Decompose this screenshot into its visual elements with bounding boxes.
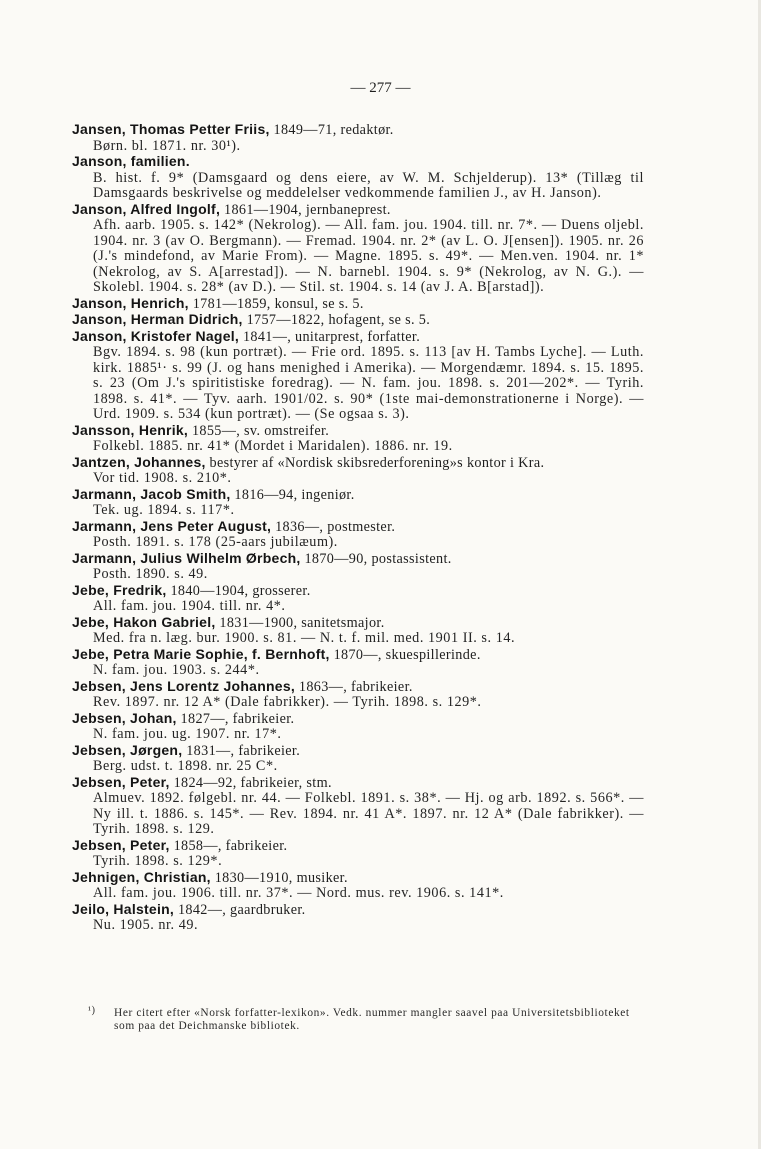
entry-heading — [72, 329, 644, 346]
entry-description: 1831—1900, sanitetsmajor. — [215, 614, 385, 631]
entry-name: Jebsen, Jørgen, — [72, 741, 183, 758]
entry-heading — [72, 870, 644, 887]
index-entry — [72, 743, 644, 775]
entry-name: Jebe, Petra Marie Sophie, f. Bernhoft, — [72, 645, 330, 662]
entry-description: 1870—, skuespillerinde. — [329, 646, 481, 663]
entry-references: Rev. 1897. nr. 12 A* (Dale fabrikker). — Tyrih. 1898. s. 129*. — [93, 694, 482, 710]
index-entry — [72, 551, 644, 583]
entry-name: Janson, Kristofer Nagel, — [72, 327, 240, 344]
entry-heading — [72, 122, 644, 139]
entry-name: Janson, familien. — [72, 153, 190, 169]
entry-heading — [72, 519, 644, 536]
index-entry — [72, 775, 644, 838]
entry-name: Jebe, Fredrik, — [72, 581, 167, 598]
entry-heading — [72, 154, 644, 171]
entry-heading — [72, 423, 644, 440]
entry-heading — [72, 487, 644, 504]
index-entry — [72, 329, 644, 423]
entry-description: 1831—, fabrikeier. — [182, 742, 301, 759]
entry-name: Janson, Alfred Ingolf, — [72, 200, 221, 217]
entry-description: 1870—90, postassistent. — [300, 550, 452, 567]
entry-list — [72, 122, 644, 934]
footnote-marker: ¹) — [88, 1005, 96, 1016]
entry-references: Bgv. 1894. s. 98 (kun portræt). — Frie ord. 1895. s. 113 [av H. Tambs Lyche]. — Luth. kirk. 1885¹· s. 99 (J. og hans menighed i Amerika). — Morgendæmr. 1894. s. 15. 1895. s. 23 (Om J.'s spiritistiske foredrag). — N. fam. jou. 1898. s. 201—202*. — Tyrih. 1898. s. 41*. — Tyv. aarh. 1901/02. s. 90* (1ste mai-demonstrationerne i Norge). — Urd. 1909. s. 534 (kun portræt). — (Se ogsaa s. 3). — [93, 344, 644, 422]
entry-heading — [72, 583, 644, 600]
entry-references: Berg. udst. t. 1898. nr. 25 C*. — [93, 758, 278, 774]
index-entry — [72, 838, 644, 870]
entry-heading — [72, 551, 644, 568]
entry-references: Med. fra n. læg. bur. 1900. s. 81. — N. t. f. mil. med. 1901 II. s. 14. — [93, 630, 516, 646]
entry-references: Posth. 1891. s. 178 (25-aars jubilæum). — [93, 534, 338, 550]
index-entry — [72, 902, 644, 934]
entry-description: 1781—1859, konsul, se s. 5. — [188, 295, 364, 312]
entry-heading — [72, 312, 644, 329]
entry-references: Folkebl. 1885. nr. 41* (Mordet i Maridalen). 1886. nr. 19. — [93, 438, 453, 454]
entry-references: Afh. aarb. 1905. s. 142* (Nekrolog). — All. fam. jou. 1904. till. nr. 7*. — Duens oljebl. 1904. nr. 3 (av O. Bergmann). — Fremad. 1904. nr. 2* (av L. O. J[ensen]). 1905. nr. 26 (J.'s mindefond, av Marie From). — Magne. 1895. s. 49*. — Men.ven. 1904. nr. 1* (Nekrolog, av S. A[arrestad]). — N. barnebl. 1904. s. 9* (Nekrolog, av N. G.). — Skolebl. 1904. s. 28* (av D.). — Stil. st. 1904. s. 14 (av J. A. B[arstad]). — [93, 217, 644, 295]
entry-heading — [72, 743, 644, 760]
index-entry — [72, 711, 644, 743]
entry-name: Jarmann, Jens Peter August, — [72, 517, 272, 534]
entry-heading — [72, 679, 644, 696]
entry-references: Tyrih. 1898. s. 129*. — [93, 853, 223, 869]
index-entry — [72, 647, 644, 679]
entry-name: Janson, Herman Didrich, — [72, 311, 243, 327]
entry-references: All. fam. jou. 1906. till. nr. 37*. — Nord. mus. rev. 1906. s. 141*. — [93, 885, 504, 901]
index-entry — [72, 455, 644, 487]
entry-description: 1827—, fabrikeier. — [176, 710, 295, 727]
entry-name: Jehnigen, Christian, — [72, 868, 211, 885]
entry-references: Posth. 1890. s. 49. — [93, 566, 208, 582]
entry-description: 1855—, sv. omstreifer. — [188, 422, 330, 439]
index-entry — [72, 423, 644, 455]
entry-references: Almuev. 1892. følgebl. nr. 44. — Folkebl. 1891. s. 38*. — Hj. og arb. 1892. s. 566*. — Ny ill. t. 1886. s. 145*. — Rev. 1894. nr. 41 A*. 1897. nr. 12 A* (Dale fabrikker). — Tyrih. 1898. s. 129. — [93, 790, 644, 837]
entry-name: Jebsen, Peter, — [72, 773, 170, 790]
entry-heading — [72, 711, 644, 728]
index-entry — [72, 296, 644, 313]
entry-name: Jarmann, Julius Wilhelm Ørbech, — [72, 549, 301, 566]
entry-references: N. fam. jou. ug. 1907. nr. 17*. — [93, 726, 282, 742]
entry-heading — [72, 775, 644, 792]
entry-description: 1849—71, redaktør. — [269, 122, 394, 138]
index-entry — [72, 312, 644, 329]
entry-description: 1858—, fabrikeier. — [169, 837, 288, 854]
entry-heading — [72, 647, 644, 664]
entry-name: Jarmann, Jacob Smith, — [72, 485, 231, 502]
index-entry — [72, 519, 644, 551]
index-entry — [72, 679, 644, 711]
entry-references: N. fam. jou. 1903. s. 244*. — [93, 662, 260, 678]
page-number: — 277 — — [350, 80, 411, 96]
entry-name: Janson, Henrich, — [72, 294, 189, 311]
index-entry — [72, 583, 644, 615]
entry-heading — [72, 902, 644, 919]
index-entry — [72, 154, 644, 202]
entry-description: 1842—, gaardbruker. — [174, 901, 306, 918]
entry-heading — [72, 202, 644, 219]
entry-description: 1830—1910, musiker. — [210, 869, 348, 886]
index-entry — [72, 122, 644, 154]
entry-description: 1824—92, fabrikeier, stm. — [169, 774, 332, 791]
entry-description: 1840—1904, grosserer. — [166, 582, 311, 599]
entry-description: 1863—, fabrikeier. — [295, 678, 413, 695]
entry-description: bestyrer af «Nordisk skibsrederforening»s kontor i Kra. — [205, 454, 545, 471]
footnote-text: Her citert efter «Norsk forfatter-lexikon». Vedk. nummer mangler saavel paa Universitetsbiblioteket som paa det Deichmanske bibliotek. — [114, 1007, 630, 1032]
index-entry — [72, 487, 644, 519]
entry-references: Børn. bl. 1871. nr. 30¹). — [93, 137, 241, 154]
entry-references: Nu. 1905. nr. 49. — [93, 917, 199, 933]
entry-description: 1861—1904, jernbaneprest. — [220, 201, 391, 218]
index-entry — [72, 615, 644, 647]
entry-name: Jeilo, Halstein, — [72, 900, 175, 917]
entry-description: 1836—, postmester. — [271, 518, 396, 535]
entry-heading — [72, 615, 644, 632]
entry-name: Jansson, Henrik, — [72, 421, 189, 438]
entry-name: Jebsen, Johan, — [72, 709, 177, 726]
entry-name: Jebe, Hakon Gabriel, — [72, 613, 216, 630]
entry-heading — [72, 296, 644, 313]
entry-name: Jebsen, Peter, — [72, 836, 170, 853]
entry-description: 1841—, unitarprest, forfatter. — [239, 328, 421, 345]
entry-name: Jantzen, Johannes, — [72, 453, 206, 470]
index-entry — [72, 202, 644, 296]
entry-description: 1816—94, ingeniør. — [230, 486, 355, 503]
entry-references: All. fam. jou. 1904. till. nr. 4*. — [93, 598, 286, 614]
footnote — [88, 1005, 646, 1033]
entry-description: 1757—1822, hofagent, se s. 5. — [242, 312, 431, 328]
entry-references: Tek. ug. 1894. s. 117*. — [93, 502, 235, 518]
entry-references: Vor tid. 1908. s. 210*. — [93, 470, 232, 486]
entry-heading — [72, 838, 644, 855]
entry-name: Jansen, Thomas Petter Friis, — [72, 121, 270, 137]
entry-heading — [72, 455, 644, 472]
entry-name: Jebsen, Jens Lorentz Johannes, — [72, 677, 296, 694]
index-entry — [72, 870, 644, 902]
entry-references: B. hist. f. 9* (Damsgaard og dens eiere, av W. M. Schjelderup). 13* (Tillæg til Damsgaards beskrivelse og meddelelser vedkommende familien J., av H. Janson). — [93, 169, 644, 201]
